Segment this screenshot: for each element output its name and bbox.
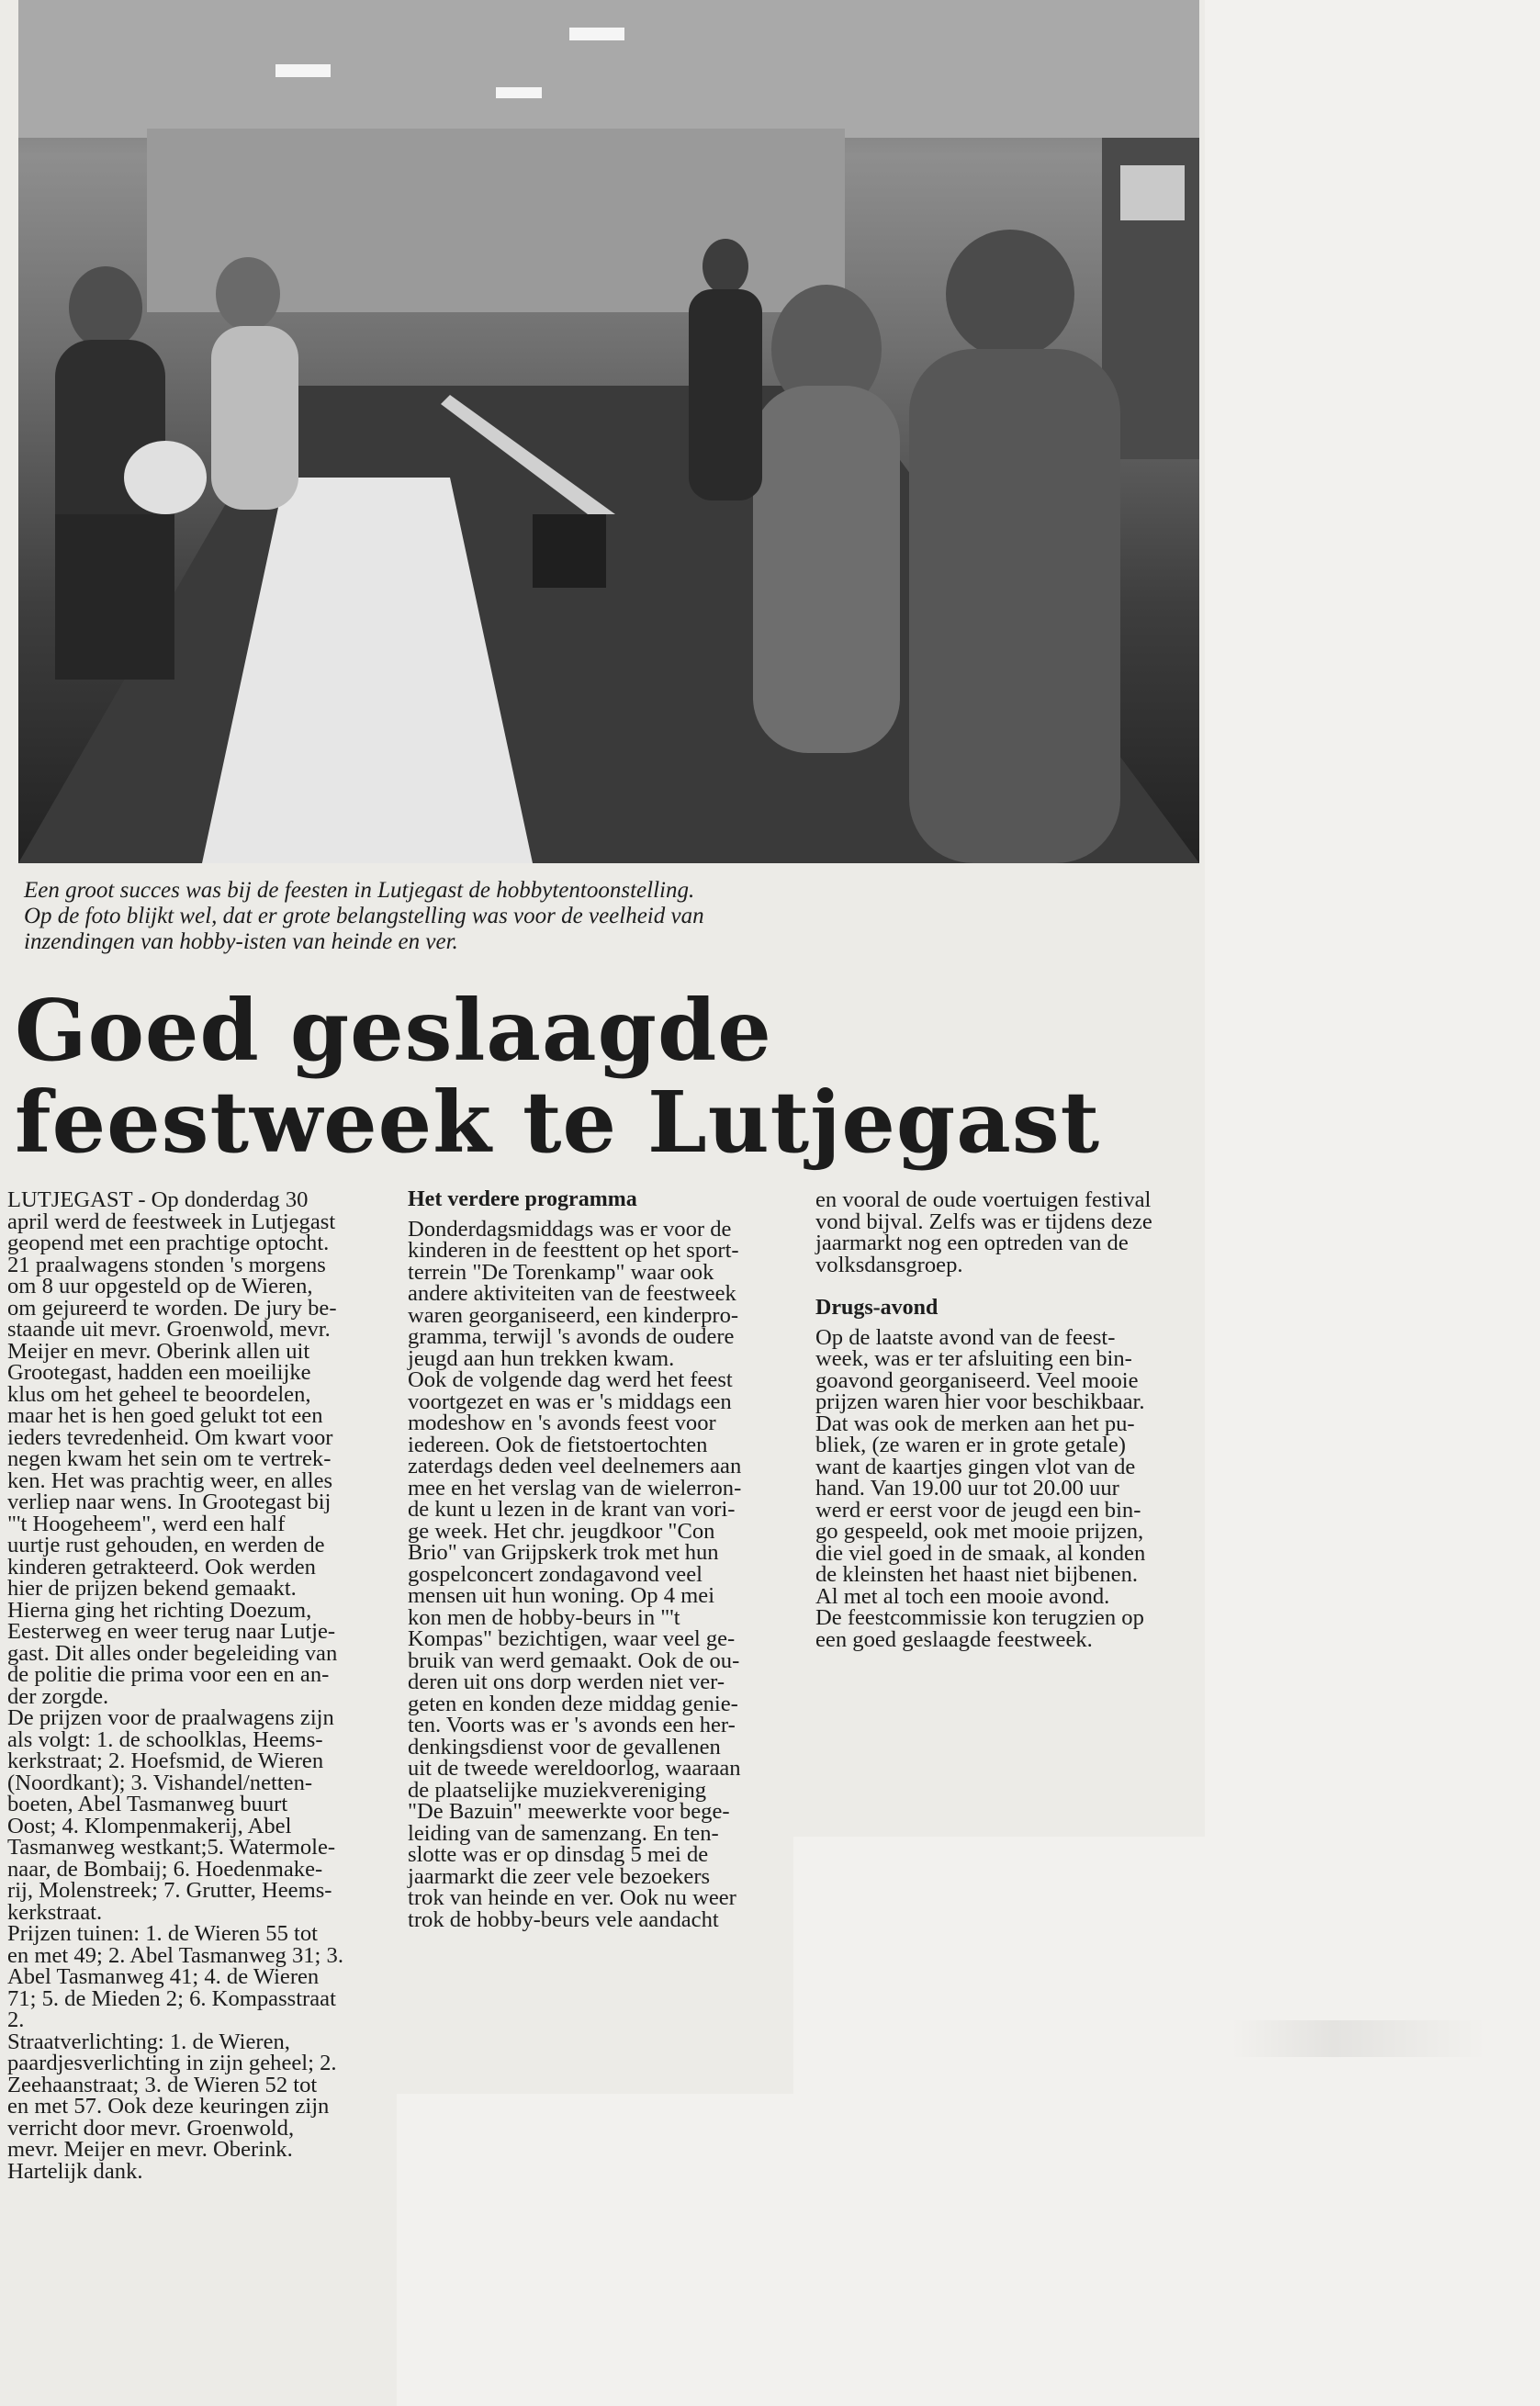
text-line: hier de prijzen bekend gemaakt.: [7, 1576, 297, 1601]
subheading-het-verdere-programma: Het verdere programma: [408, 1187, 637, 1211]
text-line: ge week. Het chr. jeugdkoor "Con: [408, 1518, 715, 1544]
scan-smudge: [1231, 2020, 1488, 2057]
text-line: Ook de volgende dag werd het feest: [408, 1367, 733, 1392]
visitor: [689, 289, 762, 500]
text-line: ieders tevredenheid. Om kwart voor: [7, 1424, 333, 1450]
text-line: mee en het verslag van de wielerron-: [408, 1475, 742, 1501]
text-line: modeshow en 's avonds feest voor: [408, 1411, 716, 1435]
text-line: gospelconcert zondagavond veel: [408, 1561, 703, 1587]
text-line: verricht door mevr. Groenwold,: [7, 2115, 295, 2141]
caption-line: inzendingen van hobby-isten van heinde en ver.: [24, 929, 458, 954]
text-line: (Noordkant); 3. Vishandel/netten-: [7, 1770, 313, 1795]
text-line: mensen uit hun woning. Op 4 mei: [408, 1583, 715, 1608]
framed-picture: [1120, 165, 1185, 220]
ceiling-light: [496, 87, 542, 98]
text-line: staande uit mevr. Groenwold, mevr.: [7, 1317, 331, 1342]
text-line: jaarmarkt nog een optreden van de: [815, 1231, 1129, 1255]
text-line: LUTJEGAST - Op donderdag 30: [7, 1187, 309, 1212]
text-line: Abel Tasmanweg 41; 4. de Wieren: [7, 1964, 320, 1989]
visitor: [909, 349, 1120, 863]
text-line: om 8 uur opgesteld op de Wieren,: [7, 1274, 313, 1299]
text-line: week, was er ter afsluiting een bin-: [815, 1346, 1132, 1371]
text-line: andere aktiviteiten van de feestweek: [408, 1281, 736, 1306]
text-line: geten en konden deze middag genie-: [408, 1691, 738, 1716]
text-line: hand. Van 19.00 uur tot 20.00 uur: [815, 1476, 1119, 1501]
text-line: geopend met een prachtige optocht.: [7, 1231, 330, 1255]
text-line: bliek, (ze waren er in grote getale): [815, 1433, 1126, 1457]
text-line: prijzen waren hier voor beschikbaar.: [815, 1389, 1145, 1414]
text-line: als volgt: 1. de schoolklas, Heems-: [7, 1726, 323, 1752]
text-line: boeten, Abel Tasmanweg buurt: [7, 1792, 288, 1816]
text-line: Hierna ging het richting Doezum,: [7, 1597, 312, 1623]
headline-line-2: feestweek te Lutjegast: [15, 1073, 1101, 1172]
text-line: de kleinsten het haast niet bijbenen.: [815, 1562, 1139, 1587]
text-line: Oost; 4. Klompenmakerij, Abel: [7, 1813, 292, 1838]
text-line: de plaatselijke muziekvereniging: [408, 1777, 707, 1803]
text-line: volksdansgroep.: [815, 1252, 963, 1277]
text-line: zaterdags deden veel deelnemers aan: [408, 1454, 742, 1478]
text-line: rij, Molenstreek; 7. Grutter, Heems-: [7, 1878, 332, 1903]
text-line: Straatverlichting: 1. de Wieren,: [7, 2029, 290, 2054]
text-line: ken. Het was prachtig weer, en alles: [7, 1467, 333, 1493]
text-line: Op de laatste avond van de feest-: [815, 1324, 1116, 1350]
text-line: een goed geslaagde feestweek.: [815, 1626, 1093, 1652]
text-line: go gespeeld, ook met mooie prijzen,: [815, 1519, 1144, 1544]
text-line: Eesterweg en weer terug naar Lutje-: [7, 1619, 336, 1644]
text-line: gramma, terwijl 's avonds de oudere: [408, 1324, 735, 1349]
text-line: Zeehaanstraat; 3. de Wieren 52 tot: [7, 2072, 318, 2097]
text-line: deren uit ons dorp werden niet ver-: [408, 1670, 725, 1694]
text-line: Prijzen tuinen: 1. de Wieren 55 tot: [7, 1921, 319, 1946]
article-column-3: [815, 1189, 1199, 1650]
text-line: Grootegast, hadden een moeilijke: [7, 1360, 311, 1385]
text-line: die viel goed in de smaak, al konden: [815, 1540, 1146, 1566]
text-line: kinderen getrakteerd. Ook werden: [7, 1554, 316, 1580]
text-line: en met 49; 2. Abel Tasmanweg 31; 3.: [7, 1942, 343, 1968]
text-line: kerkstraat.: [7, 1899, 103, 1925]
text-line: Tasmanweg westkant;5. Watermole-: [7, 1835, 336, 1860]
text-line: gast. Dit alles onder begeleiding van: [7, 1640, 338, 1666]
text-line: trok van heinde en ver. Ook nu weer: [408, 1885, 736, 1910]
text-line: trok de hobby-beurs vele aandacht: [408, 1906, 719, 1932]
text-line: der zorgde.: [7, 1683, 109, 1709]
text-line: Dat was ook de merken aan het pu-: [815, 1411, 1135, 1436]
text-line: De prijzen voor de praalwagens zijn: [7, 1705, 334, 1730]
text-line: Al met al toch een mooie avond.: [815, 1583, 1110, 1609]
visitor: [69, 266, 142, 349]
text-line: april werd de feestweek in Lutjegast: [7, 1209, 336, 1234]
text-line: vond bijval. Zelfs was er tijdens deze: [815, 1209, 1152, 1234]
text-line: 71; 5. de Mieden 2; 6. Kompasstraat: [7, 1985, 336, 2011]
text-line: negen kwam het sein om te vertrek-: [7, 1446, 332, 1471]
hall-ceiling: [18, 0, 1199, 138]
visitor: [703, 239, 748, 294]
text-line: ten. Voorts was er 's avonds een her-: [408, 1713, 736, 1737]
text-line: Donderdagsmiddags was er voor de: [408, 1216, 732, 1242]
caption-line: Een groot succes was bij de feesten in Lutjegast de hobbytentoonstelling.: [24, 878, 695, 903]
text-line: denkingsdienst voor de gevallenen: [408, 1734, 721, 1760]
text-line: voortgezet en was er 's middags een: [408, 1389, 732, 1414]
text-line: waren georganiseerd, een kinderpro-: [408, 1302, 739, 1328]
text-line: goavond georganiseerd. Veel mooie: [815, 1367, 1139, 1393]
text-line: slotte was er op dinsdag 5 mei de: [408, 1842, 709, 1867]
text-line: want de kaartjes gingen vlot van de: [815, 1454, 1136, 1479]
ceiling-light: [275, 64, 331, 77]
text-line: kerkstraat; 2. Hoefsmid, de Wieren: [7, 1748, 324, 1773]
headline-line-1: Goed geslaagde: [15, 981, 772, 1080]
text-line: maar het is hen goed gelukt tot een: [7, 1403, 323, 1428]
text-line: "De Bazuin" meewerkte voor bege-: [408, 1799, 730, 1824]
text-line: de politie die prima voor een en an-: [7, 1662, 330, 1687]
chair: [533, 514, 606, 588]
text-line: 21 praalwagens stonden 's morgens: [7, 1252, 326, 1277]
text-line: iedereen. Ook de fietstoertochten: [408, 1432, 708, 1457]
column-2-body: [408, 1216, 792, 1932]
article-column-2: [408, 1189, 792, 1930]
text-line: terrein "De Torenkamp" waar ook: [408, 1259, 714, 1285]
exhibition-photo: [18, 0, 1199, 863]
subheading-drugs-avond: Drugs-avond: [815, 1296, 939, 1320]
text-line: paardjesverlichting in zijn geheel; 2.: [7, 2051, 337, 2075]
text-line: jeugd aan hun trekken kwam.: [408, 1345, 675, 1371]
text-line: kon men de hobby-beurs in "'t: [408, 1604, 680, 1630]
article-headline: [15, 981, 1199, 1172]
visitor: [216, 257, 280, 331]
text-line: en met 57. Ook deze keuringen zijn: [7, 2094, 330, 2119]
text-line: om gejureerd te worden. De jury be-: [7, 1295, 337, 1321]
visitor: [211, 326, 298, 510]
text-line: "'t Hoogeheem", werd een half: [7, 1511, 286, 1536]
text-line: leiding van de samenzang. En ten-: [408, 1820, 719, 1846]
text-line: naar, de Bombaij; 6. Hoedenmake-: [7, 1856, 323, 1882]
photo-caption: [24, 878, 1218, 955]
text-line: klus om het geheel te beoordelen,: [7, 1381, 311, 1407]
text-line: werd er eerst voor de jeugd een bin-: [815, 1497, 1141, 1523]
text-line: mevr. Meijer en mevr. Oberink.: [7, 2137, 293, 2162]
text-line: kinderen in de feesttent op het sport-: [408, 1238, 739, 1263]
text-line: 2.: [7, 2007, 25, 2032]
text-line: De feestcommissie kon terugzien op: [815, 1605, 1144, 1630]
text-line: de kunt u lezen in de krant van vori-: [408, 1497, 736, 1522]
visitor: [946, 230, 1074, 358]
text-line: Hartelijk dank.: [7, 2158, 143, 2184]
text-line: verliep naar wens. In Grootegast bij: [7, 1490, 332, 1514]
ceiling-light: [569, 28, 624, 40]
text-line: Meijer en mevr. Oberink allen uit: [7, 1338, 310, 1364]
child: [124, 441, 207, 514]
text-line: jaarmarkt die zeer vele bezoekers: [408, 1863, 711, 1889]
text-line: en vooral de oude voertuigen festival: [815, 1187, 1152, 1212]
column-3-bottom: [815, 1324, 1199, 1652]
photo-illustration: [18, 0, 1199, 863]
visitor: [753, 386, 900, 753]
text-line: bruik van werd gemaakt. Ook de ou-: [408, 1647, 740, 1673]
pram: [55, 514, 174, 680]
column-3-top: [815, 1189, 1199, 1276]
text-line: uurtje rust gehouden, en werden de: [7, 1533, 325, 1557]
article-column-1: [7, 1189, 388, 2182]
text-line: Kompas" bezichtigen, waar veel ge-: [408, 1626, 736, 1651]
text-line: Brio" van Grijpskerk trok met hun: [408, 1540, 719, 1565]
caption-line: Op de foto blijkt wel, dat er grote belangstelling was voor de veelheid van: [24, 904, 704, 928]
text-line: uit de tweede wereldoorlog, waaraan: [408, 1756, 741, 1781]
